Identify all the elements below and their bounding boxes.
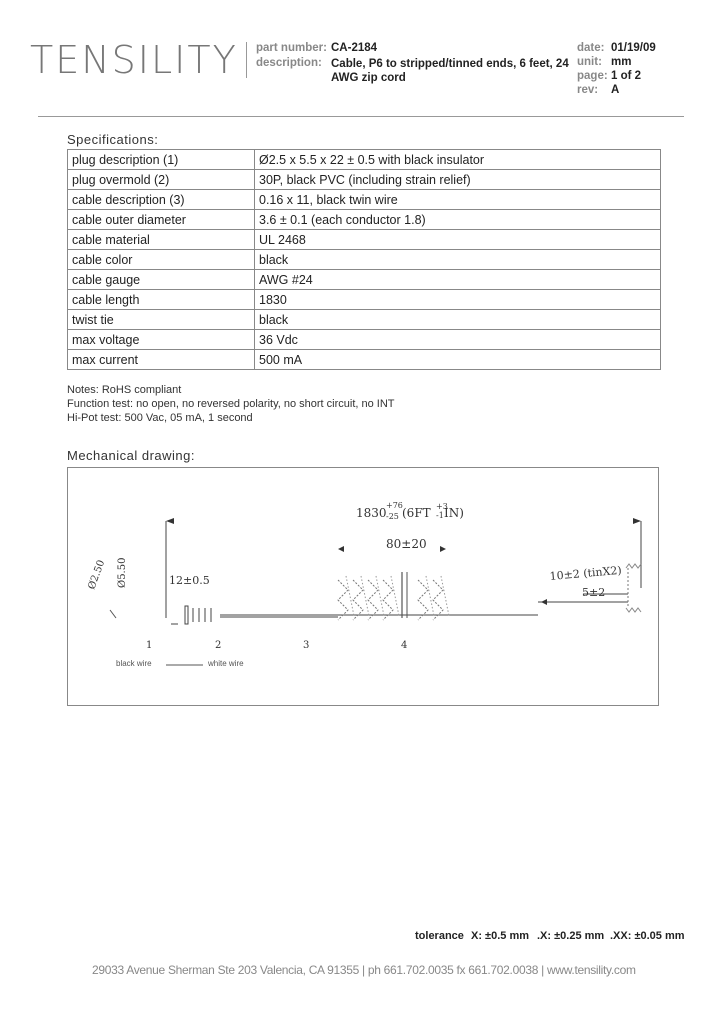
footer-address: 29033 Avenue Sherman Ste 203 Valencia, CA 91355 | ph 661.702.0035 fx 661.702.0038 | www.tensility.com [92, 963, 636, 977]
unit-value: mm [611, 56, 632, 68]
length-tol-plus: +76 [386, 501, 403, 510]
tolerance-label: tolerance [415, 930, 464, 942]
length-note-frac-top: +3 [436, 502, 448, 511]
spec-key: cable description (3) [68, 190, 255, 210]
notes-line-function-test: Function test: no open, no reversed polarity, no short circuit, no INT [67, 398, 395, 410]
date-value: 01/19/09 [611, 42, 656, 54]
spec-value: 0.16 x 11, black twin wire [255, 190, 661, 210]
white-wire-label: white wire [208, 659, 244, 668]
spec-row [68, 290, 661, 310]
spec-value: 36 Vdc [255, 330, 661, 350]
spec-row [68, 270, 661, 290]
spec-value: 1830 [255, 290, 661, 310]
length-note-end: IN) [444, 506, 464, 520]
diameter-leader [110, 610, 116, 618]
length-note: (6FT [402, 506, 431, 520]
spec-row [68, 210, 661, 230]
spec-value: black [255, 310, 661, 330]
tie-arrow-left [338, 546, 344, 552]
length-dim: 1830 [356, 506, 387, 520]
part-number-value: CA-2184 [331, 42, 378, 54]
specifications-title: Specifications: [67, 132, 159, 147]
page-value: 1 of 2 [611, 70, 642, 82]
spec-value: 30P, black PVC (including strain relief) [255, 170, 661, 190]
tie-dim: 80±20 [386, 537, 427, 551]
strip-arrow [541, 599, 547, 605]
tin-dim: 5±2 [582, 586, 606, 599]
spec-value: UL 2468 [255, 230, 661, 250]
mechanical-drawing [67, 467, 659, 706]
spec-row [68, 230, 661, 250]
spec-row [68, 170, 661, 190]
part-number-label: part number: [256, 42, 327, 54]
spec-key: twist tie [68, 310, 255, 330]
plug-length-dim: 12±0.5 [169, 574, 210, 587]
spec-value: 3.6 ± 0.1 (each conductor 1.8) [255, 210, 661, 230]
spec-key: cable length [68, 290, 255, 310]
spec-row [68, 350, 661, 370]
spec-key: cable color [68, 250, 255, 270]
spec-value: black [255, 250, 661, 270]
spec-row [68, 310, 661, 330]
notes-line-hipot-test: Hi-Pot test: 500 Vac, 05 mA, 1 second [67, 412, 253, 424]
tensility-logo [30, 40, 238, 80]
tolerance-xx: .X: ±0.25 mm [537, 930, 605, 942]
spec-row [68, 150, 661, 170]
spec-value: AWG #24 [255, 270, 661, 290]
spec-row [68, 190, 661, 210]
tolerance-xxx: .XX: ±0.05 mm [610, 930, 685, 942]
description-line1: Cable, P6 to stripped/tinned ends, 6 feet, 24 [331, 58, 569, 70]
twist-tie [338, 572, 449, 620]
callout-2: 2 [215, 640, 222, 651]
spec-value: 500 mA [255, 350, 661, 370]
callout-3: 3 [303, 640, 310, 651]
length-arrow-left [166, 518, 174, 524]
black-wire-label: black wire [116, 659, 152, 668]
logo-text: TENSILITY [30, 38, 238, 82]
unit-label: unit: [577, 56, 602, 68]
strip-dim: 10±2 (tinX2) [549, 563, 623, 583]
spec-row [68, 330, 661, 350]
tie-arrow-right [440, 546, 446, 552]
description-line2: AWG zip cord [331, 72, 406, 84]
length-arrow-right [633, 518, 641, 524]
spec-value: Ø2.5 x 5.5 x 22 ± 0.5 with black insulator [255, 150, 661, 170]
spec-key: cable material [68, 230, 255, 250]
specifications-table [67, 149, 661, 370]
mechanical-drawing-title: Mechanical drawing: [67, 448, 196, 463]
spec-key: max voltage [68, 330, 255, 350]
drawing-canvas [68, 468, 660, 707]
diameter-inner: Ø2.50 [86, 558, 108, 592]
callout-1: 1 [146, 640, 153, 651]
length-note-frac-bottom: -1 [436, 511, 444, 520]
header-rule [38, 116, 684, 117]
plug-barrel [185, 606, 188, 624]
length-tol-minus: -25 [386, 512, 399, 521]
diameter-outer: Ø5.50 [117, 557, 128, 588]
callout-4: 4 [401, 640, 408, 651]
rev-label: rev: [577, 84, 599, 96]
logo-divider [246, 42, 247, 78]
page-label: page: [577, 70, 608, 82]
rev-value: A [611, 84, 620, 96]
spec-key: cable gauge [68, 270, 255, 290]
notes [67, 383, 395, 425]
spec-row [68, 250, 661, 270]
spec-key: cable outer diameter [68, 210, 255, 230]
spec-key: max current [68, 350, 255, 370]
spec-key: plug description (1) [68, 150, 255, 170]
description-label: description: [256, 57, 322, 69]
notes-line-rohs: Notes: RoHS compliant [67, 384, 182, 396]
date-label: date: [577, 42, 605, 54]
tolerance-x: X: ±0.5 mm [471, 930, 530, 942]
spec-key: plug overmold (2) [68, 170, 255, 190]
